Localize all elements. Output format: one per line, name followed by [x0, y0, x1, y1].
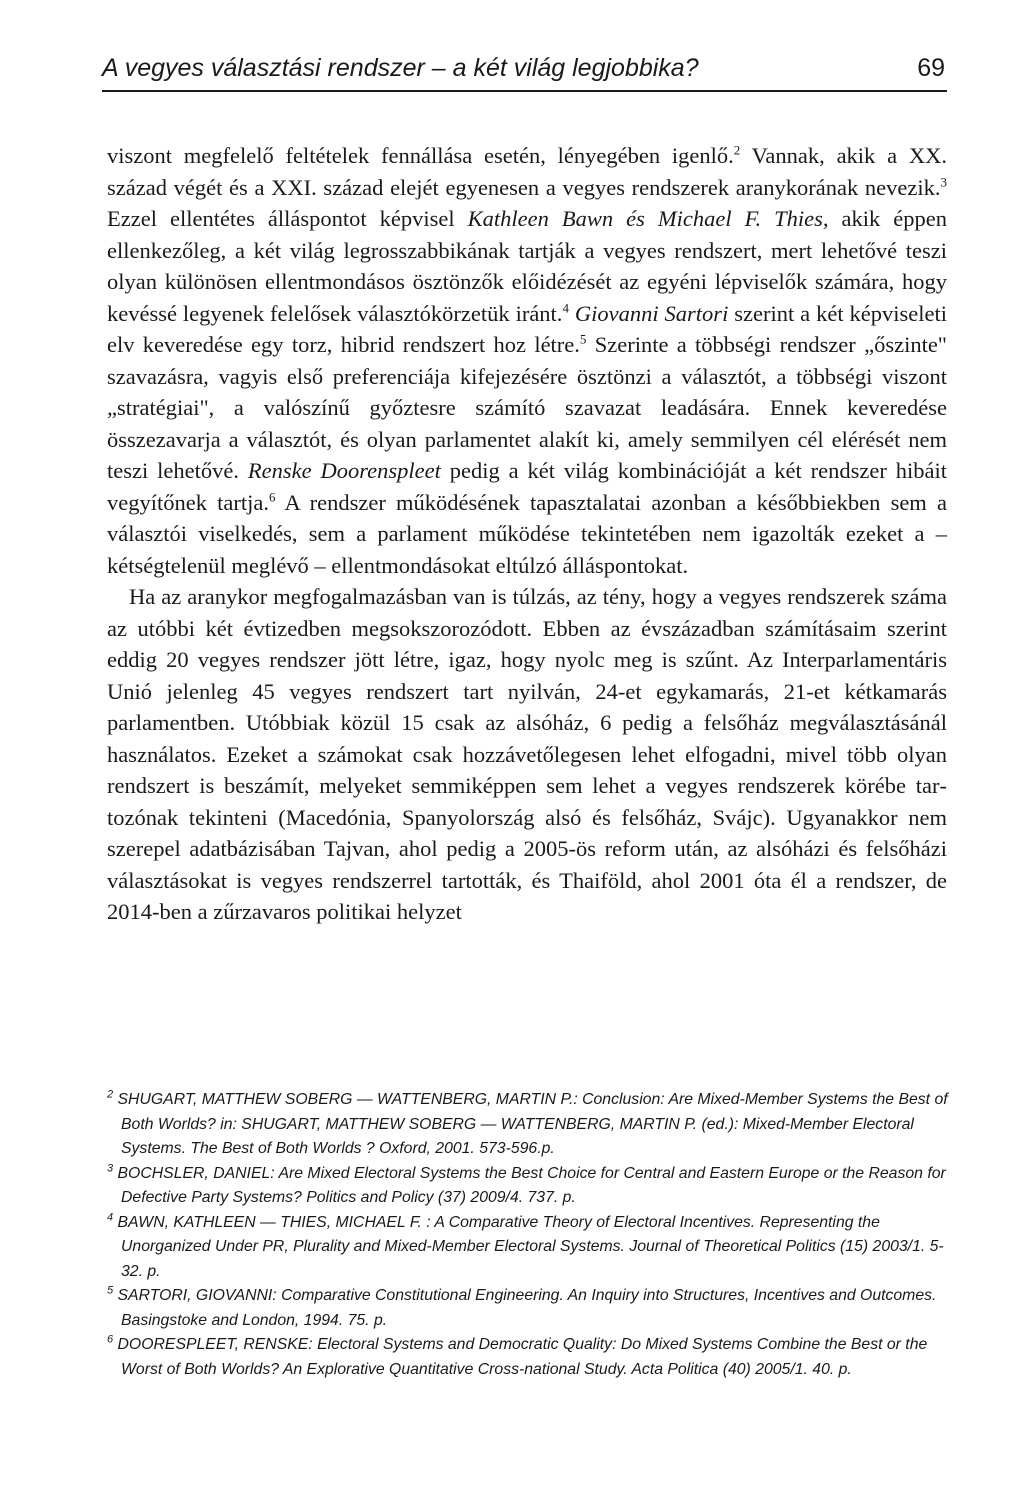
text-run: pedig a két világ kombinációját a két rendszer hibáit vegyítőnek tartja.	[107, 458, 947, 515]
author-name: Giovanni Sartori	[574, 300, 729, 326]
footnotes	[107, 1088, 952, 1382]
footnote	[107, 1333, 952, 1382]
footnote	[107, 1284, 952, 1333]
footnote-text: SARTORI, GIOVANNI: Comparative Constitutional Engineering. An Inquiry into Structures, Incentives and Outcomes. Basingstoke and London, 1994. 75. p.	[117, 1287, 937, 1329]
footnote-ref: 2	[733, 142, 741, 158]
footnote-ref: 6	[269, 489, 276, 504]
text-run: Ezzel ellentétes álláspontot képvisel	[107, 206, 468, 231]
text-run: Vannak, akik a XX. század végét és a XXI. század elejét egyenesen a vegyes rendszerek aranykorának nevezik.	[107, 143, 948, 200]
paragraph-2: Ha az aranykor megfogalmazásban van is túlzás, az tény, hogy a vegyes rendszerek száma az utóbbi két évtizedben megsokszorozódott. Ebben az évszázadban számításaim szerint eddig 20 vegyes rendszer jött létre, igaz, hogy nyolc meg is szűnt. Az Interparlamentáris Unió jelenleg 45 vegyes rendszert tart nyilván, 24-et egykamarás, 21-et kétkamarás parlamentben. Utóbbiak közül 15 csak az alsóház, 6 pedig a felsőház megválasztásánál használatos. Ezeket a számokat csak hozzávetőlegesen lehet elfogadni, mivel több olyan rendszert is beszámít, melyeket semmiképpen sem lehet a vegyes rendszerek körébe tartozónak tekinteni (Macedónia, Spanyolország alsó és felsőház, Svájc). Ugyanakkor nem szerepel adatbázisában Tajvan, ahol pedig a 2005-ös reform után, az alsóházi és felsőházi választásokat is vegyes rendszerrel tartották, és Thaiföld, ahol 2001 óta él a rendszer, de 2014-ben a zűrzavaros politikai helyzet	[107, 584, 947, 924]
text-run: viszont megfelelő feltételek fennállása esetén, lényegében igenlő.	[107, 143, 734, 168]
footnote-number: 4	[107, 1211, 114, 1224]
running-header	[102, 50, 947, 92]
footnote	[107, 1088, 952, 1162]
footnote	[107, 1162, 952, 1211]
footnote-text: SHUGART, MATTHEW SOBERG — WATTENBERG, MARTIN P.: Conclusion: Are Mixed-Member Systems the Best of Both Worlds? in: SHUGART, MATTHEW SOBERG — WATTENBERG, MARTIN P. (ed.): Mixed-Member Electoral Systems. The Best of Both Worlds ? Oxford, 2001. 573-596.p.	[117, 1091, 948, 1157]
paragraph-1	[107, 140, 947, 581]
text-run: A rendszer működésének tapasztalatai azonban a későbbiekben sem a választói viselkedés, sem a parlament működése tekintetében nem igazolták ezeket a – kétségtelenül meglévő – ellentmondásokat eltúlzó álláspontokat.	[107, 489, 947, 578]
footnote-number: 6	[107, 1333, 114, 1346]
footnote-ref: 3	[940, 174, 947, 189]
footnote-number: 2	[107, 1088, 114, 1101]
footnote-ref: 5	[579, 331, 587, 347]
footnote-text: BAWN, KATHLEEN — THIES, MICHAEL F. : A Comparative Theory of Electoral Incentives. Representing the Unorganized Under PR, Plurality and Mixed-Member Electoral Systems. Journal of Theoretical Politics (15) 2003/1. 5-32. p.	[117, 1213, 944, 1280]
footnote	[107, 1211, 952, 1285]
text-run: Szerinte a többségi rendszer „őszinte" szavazásra, vagyis első preferenciája kifejezésére ösztönzi a választót, a többségi viszont „stratégiai", a valószínű győztesre számító szavazat leadására. Ennek keveredése összezavarja a választót, és olyan parlamentet alakít ki, amely semmilyen cél elérését nem teszi lehetővé.	[107, 332, 947, 483]
footnote-number: 5	[107, 1284, 114, 1297]
running-title: A vegyes választási rendszer – a két világ legjobbika?	[102, 54, 699, 82]
author-name: Renske Doorenspleet	[247, 458, 441, 483]
page-number: 69	[917, 54, 945, 82]
author-name: Kathleen Bawn és Michael F. Thies,	[467, 206, 829, 231]
footnote-text: BOCHSLER, DANIEL: Are Mixed Electoral Systems the Best Choice for Central and Eastern Europe or the Reason for Defective Party Systems? Politics and Policy (37) 2009/4. 737. p.	[117, 1164, 946, 1206]
text-run: akik éppen ellenkezőleg, a két világ legrosszabbikának tartják a vegyes rendszert, mert lehetővé teszi olyan különösen ellentmondásos ösztönzők előidézését az egyéni lépviselők számára, hogy kevéssé legyenek felelősek választókörzetük iránt.	[107, 206, 947, 326]
footnote-text: DOORESPLEET, RENSKE: Electoral Systems and Democratic Quality: Do Mixed Systems Combine the Best or the Worst of Both Worlds? An Explorative Quantitative Cross-national Study. Acta Politica (40) 2005/1. 40. p.	[117, 1336, 928, 1378]
footnote-ref: 4	[562, 300, 569, 315]
main-text	[107, 140, 947, 928]
text-run: szerint a két képviseleti elv keveredése egy torz, hibrid rendszert hoz létre.	[107, 300, 947, 357]
footnote-number: 3	[107, 1162, 114, 1175]
